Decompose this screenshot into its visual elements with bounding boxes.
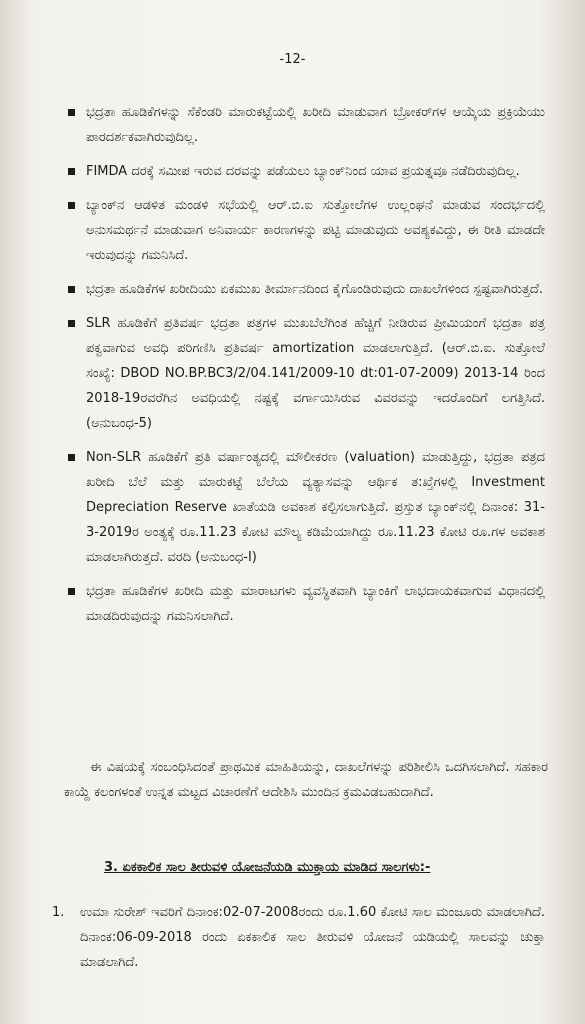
page-number: -12- [279,52,306,67]
bullet-list [0,100,585,638]
bullet-item [0,100,585,150]
bullet-text: ಭದ್ರತಾ ಹೂಡಿಕೆಗಳನ್ನು ಸೆಕೆಂಡರಿ ಮಾರುಕಟ್ಟೆಯಲ್ಲಿ ಖರೀದಿ ಮಾಡುವಾಗ ಬ್ರೋಕರ್‌ಗಳ ಆಯ್ಕೆಯ ಪ್ರಕ್ರಿಯೆಯು ಪಾರದರ್ಶಕವಾಗಿರುವುದಿಲ್ಲ. [86,105,545,145]
square-bullet-icon [68,202,75,209]
bullet-item [0,579,585,629]
bullet-item [0,445,585,570]
bullet-item [0,193,585,268]
bullet-item [0,311,585,436]
section-heading: 3. ಏಕಕಾಲಿಕ ಸಾಲ ತೀರುವಳಿ ಯೋಜನೆಯಡಿ ಮುಕ್ತಾಯ ಮಾಡಿದ ಸಾಲಗಳು:- [104,860,431,875]
bullet-text: FIMDA ದರಕ್ಕೆ ಸಮೀಪ ಇರುವ ದರವನ್ನು ಪಡೆಯಲು ಬ್ಯಾಂಕ್‌ನಿಂದ ಯಾವ ಪ್ರಯತ್ನವೂ ನಡೆದಿರುವುದಿಲ್ಲ. [86,164,520,179]
item-text: ಉಮಾ ಸುರೇಶ್ ಇವರಿಗೆ ದಿನಾಂಕ:02-07-2008ರಂದು ರೂ.1.60 ಕೋಟಿ ಸಾಲ ಮಂಜೂರು ಮಾಡಲಾಗಿದೆ. ದಿನಾಂಕ:06-09-2018 ರಂದು ಏಕಕಾಲಿಕ ಸಾಲ ತೀರುವಳಿ ಯೋಜನೆ ಯಡಿಯಲ್ಲಿ ಸಾಲವನ್ನು ಚುಕ್ತಾ ಮಾಡಲಾಗಿದೆ. [80,905,545,970]
bullet-text: ಭದ್ರತಾ ಹೂಡಿಕೆಗಳ ಖರೀದಿಯು ಏಕಮುಖ ತೀರ್ಮಾನದಿಂದ ಕೈಗೊಂಡಿರುವುದು ದಾಖಲೆಗಳಿಂದ ಸ್ಪಷ್ಟವಾಗಿರುತ್ತದೆ. [86,282,543,297]
square-bullet-icon [68,454,75,461]
square-bullet-icon [68,588,75,595]
bullet-text: ಬ್ಯಾಂಕ್‌ನ ಆಡಳಿತ ಮಂಡಳಿ ಸಭೆಯಲ್ಲಿ ಆರ್.ಬಿ.ಐ ಸುತ್ತೋಲೆಗಳ ಉಲ್ಲಂಘನೆ ಮಾಡುವ ಸಂದರ್ಭದಲ್ಲಿ ಅನುಸಮರ್ಥನೆ ಮಾಡುವಾಗ ಅನಿವಾರ್ಯ ಕಾರಣಗಳನ್ನು ಪಟ್ಟಿ ಮಾಡುವುದು ಅವಶ್ಯಕವಿದ್ದು, ಈ ರೀತಿ ಮಾಡದೇ ಇರುವುದನ್ನು ಗಮನಿಸಿದೆ. [86,198,545,263]
numbered-item [40,900,545,975]
bullet-text: SLR ಹೂಡಿಕೆಗೆ ಪ್ರತಿವರ್ಷ ಭದ್ರತಾ ಪತ್ರಗಳ ಮುಖಬೆಲೆಗಿಂತ ಹೆಚ್ಚಿಗೆ ನೀಡಿರುವ ಪ್ರೀಮಿಯಂಗೆ ಭದ್ರತಾ ಪತ್ರ ಪಕ್ವವಾಗುವ ಅವಧಿ ಪರಿಗಣಿಸಿ ಪ್ರತಿವರ್ಷ amortization ಮಾಡಲಾಗುತ್ತಿದೆ. (ಆರ್.ಬಿ.ಐ. ಸುತ್ತೋಲೆ ಸಂಖ್ಯೆ: DBOD NO.BP.BC3/2/04.141/2009-10 dt:01-07-2009) 2013-14 ರಿಂದ 2018-19ರವರೆಗಿನ ಅವಧಿಯಲ್ಲಿ ನಷ್ಟಕ್ಕೆ ವರ್ಗಾಯಿಸಿರುವ ವಿವರವನ್ನು ಇದರೊಂದಿಗೆ ಲಗತ್ತಿಸಿದೆ. (ಅನುಬಂಧ-5) [86,316,545,431]
square-bullet-icon [68,109,75,116]
bullet-item [0,277,585,302]
square-bullet-icon [68,286,75,293]
item-number: 1. [52,905,65,920]
square-bullet-icon [68,168,75,175]
bullet-text: ಭದ್ರತಾ ಹೂಡಿಕೆಗಳ ಖರೀದಿ ಮತ್ತು ಮಾರಾಟಗಳು ವ್ಯವಸ್ಥಿತವಾಗಿ ಬ್ಯಾಂಕಿಗೆ ಲಾಭದಾಯಕವಾಗುವ ವಿಧಾನದಲ್ಲಿ ಮಾಡದಿರುವುದನ್ನು ಗಮನಿಸಲಾಗಿದೆ. [86,584,545,624]
square-bullet-icon [68,320,75,327]
bullet-text: Non-SLR ಹೂಡಿಕೆಗೆ ಪ್ರತಿ ವರ್ಷಾಂತ್ಯದಲ್ಲಿ ಮೌಲೀಕರಣ (valuation) ಮಾಡುತ್ತಿದ್ದು, ಭದ್ರತಾ ಪತ್ರದ ಖರೀದಿ ಬೆಲೆ ಮತ್ತು ಮಾರುಕಟ್ಟೆ ಬೆಲೆಯ ವ್ಯತ್ಯಾಸವನ್ನು ಆರ್ಥಿಕ ತ:ಖ್ತೆಗಳಲ್ಲಿ Investment Depreciation Reserve ಖಾತೆಯಡಿ ಅವಕಾಶ ಕಲ್ಪಿಸಲಾಗುತ್ತಿದೆ. ಪ್ರಸ್ತುತ ಬ್ಯಾಂಕ್‌ನಲ್ಲಿ ದಿನಾಂಕ: 31-3-2019ರ ಅಂತ್ಯಕ್ಕೆ ರೂ.11.23 ಕೋಟಿ ಮೌಲ್ಯ ಕಡಿಮೆಯಾಗಿದ್ದು ರೂ.11.23 ಕೋಟಿ ರೂ.ಗಳ ಅವಕಾಶ ಮಾಡಲಾಗಿರುತ್ತದೆ. ವರದಿ (ಅನುಬಂಧ-I) [86,450,545,565]
summary-paragraph: ಈ ವಿಷಯಕ್ಕೆ ಸಂಬಂಧಿಸಿದಂತೆ ಪ್ರಾಥಮಿಕ ಮಾಹಿತಿಯನ್ನು, ದಾಖಲೆಗಳನ್ನು ಪರಿಶೀಲಿಸಿ ಒದಗಿಸಲಾಗಿದೆ. ಸಹಕಾರ ಕಾಯ್ದೆ ಕಲಂಗಳಂತೆ ಉನ್ನತ ಮಟ್ಟದ ವಿಚಾರಣೆಗೆ ಆದೇಶಿಸಿ ಮುಂದಿನ ಕ್ರಮವಿಡಬಹುದಾಗಿದೆ. [64,760,548,800]
bullet-item [0,159,585,184]
